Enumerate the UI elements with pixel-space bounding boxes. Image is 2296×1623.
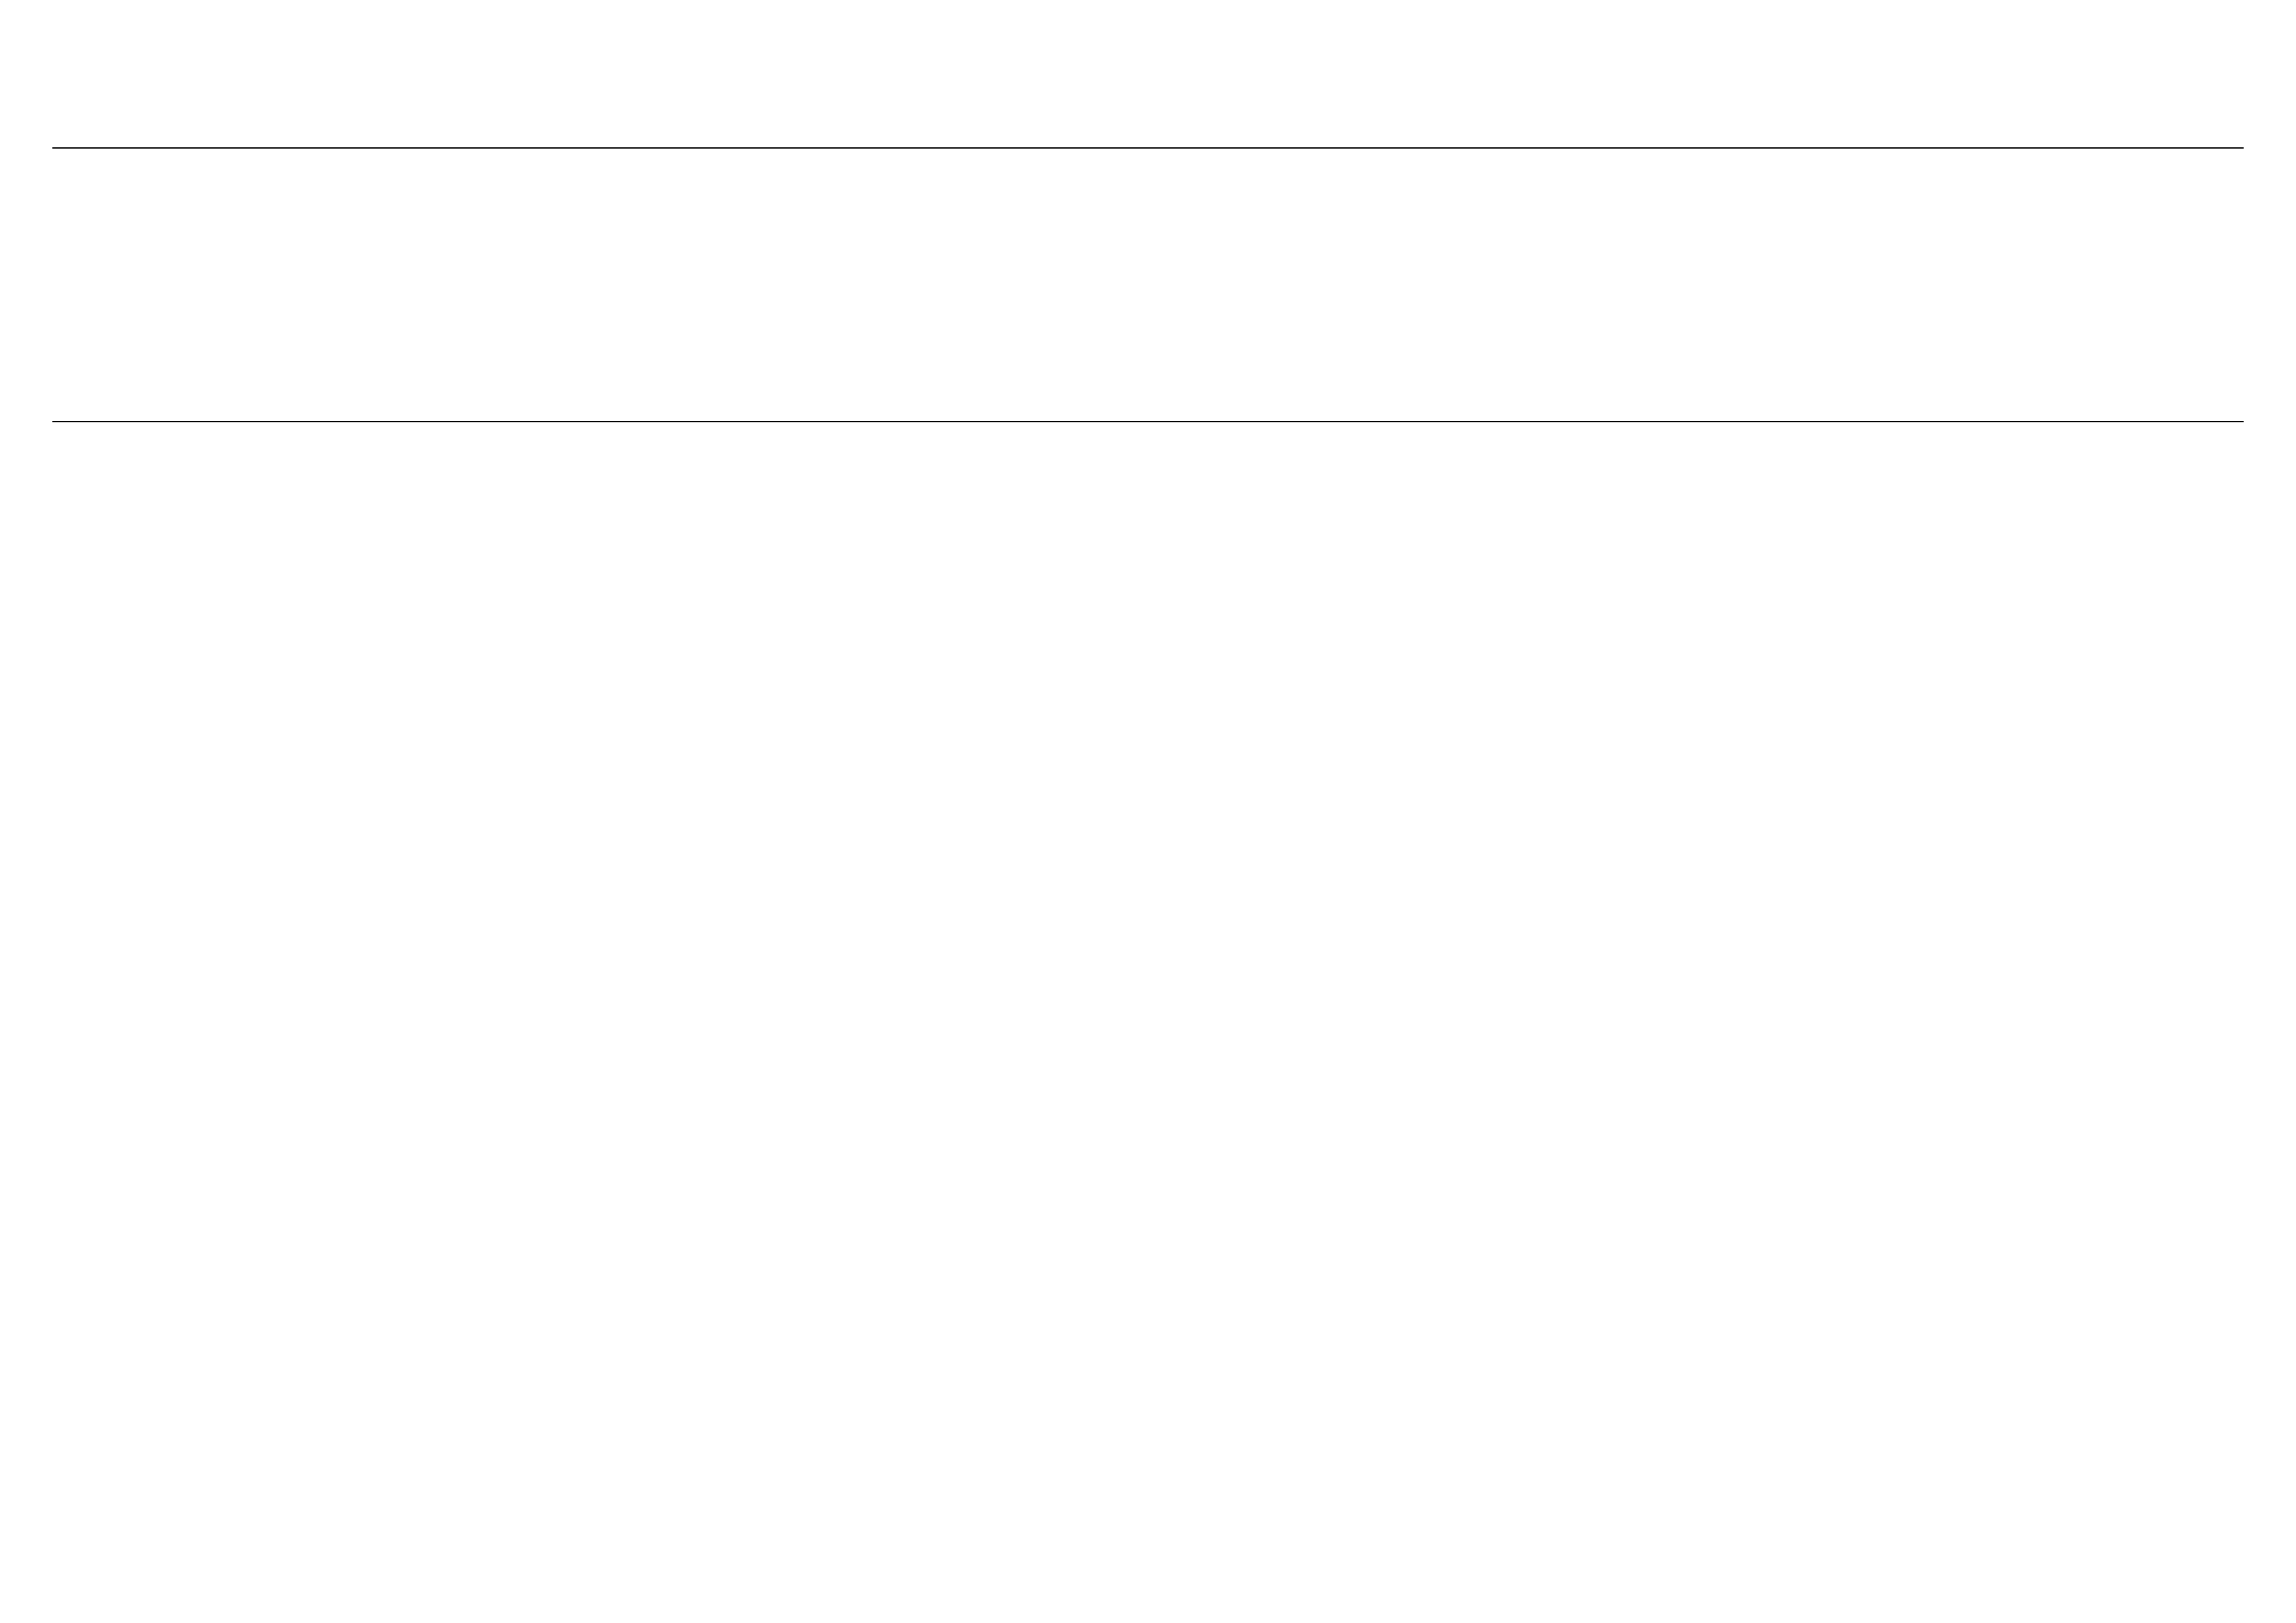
page-number-area	[52, 85, 2244, 144]
budget-table-header	[52, 147, 2244, 422]
budget-table-body	[52, 432, 2244, 1270]
